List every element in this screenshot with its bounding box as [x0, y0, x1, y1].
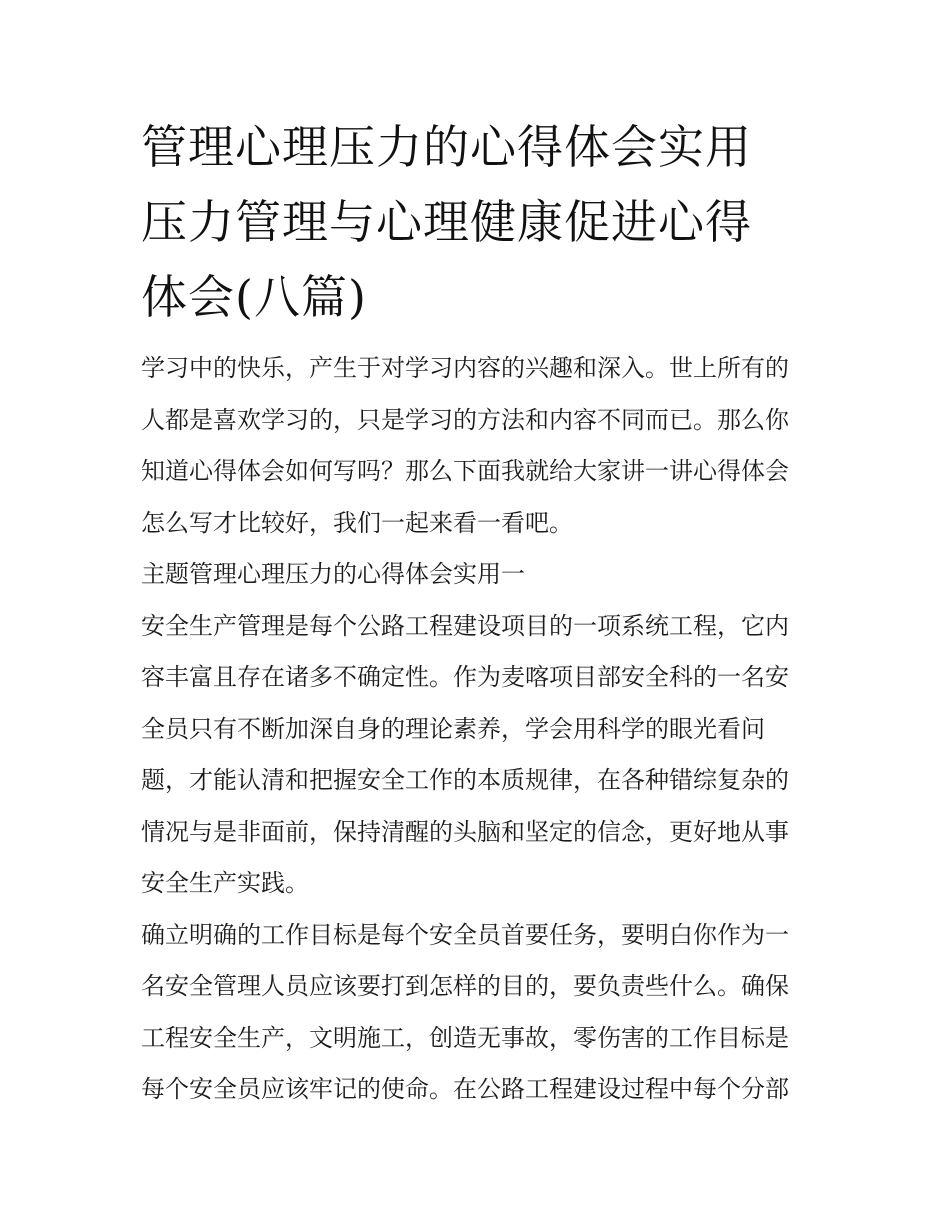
body-line: 名安全管理人员应该要打到怎样的目的，要负责些什么。确保 [141, 972, 789, 1000]
body-line: 学习中的快乐，产生于对学习内容的兴趣和深入。世上所有的 [141, 354, 789, 382]
body-line: 容丰富且存在诸多不确定性。作为麦喀项目部安全科的一名安 [141, 663, 789, 691]
body-line: 安全生产管理是每个公路工程建设项目的一项系统工程，它内 [141, 611, 789, 640]
body-line: 知道心得体会如何写吗？那么下面我就给大家讲一讲心得体会 [141, 457, 789, 485]
body-line: 工程安全生产，文明施工，创造无事故，零伤害的工作目标是 [141, 1023, 789, 1052]
body-line: 情况与是非面前，保持清醒的头脑和坚定的信念，更好地从事 [141, 817, 789, 846]
body-line: 确立明确的工作目标是每个安全员首要任务，要明白你作为一 [141, 920, 789, 949]
document-title [141, 110, 813, 335]
body-line: 题，才能认清和把握安全工作的本质规律，在各种错综复杂的 [141, 766, 789, 794]
document-body [141, 343, 813, 1116]
title-line: 压力管理与心理健康促进心得 [141, 195, 752, 249]
body-line: 安全生产实践。 [141, 869, 309, 897]
body-line: 怎么写才比较好，我们一起来看一看吧。 [141, 508, 573, 537]
section-heading: 主题管理心理压力的心得体会实用一 [141, 560, 525, 588]
title-line: 管理心理压力的心得体会实用 [141, 120, 752, 174]
body-line: 人都是喜欢学习的，只是学习的方法和内容不同而已。那么你 [141, 405, 789, 434]
document-content [141, 110, 813, 1116]
title-line: 体会(八篇) [141, 270, 367, 324]
body-line: 每个安全员应该牢记的使命。在公路工程建设过程中每个分部 [141, 1075, 789, 1103]
body-line: 全员只有不断加深自身的理论素养，学会用科学的眼光看问 [141, 714, 765, 743]
